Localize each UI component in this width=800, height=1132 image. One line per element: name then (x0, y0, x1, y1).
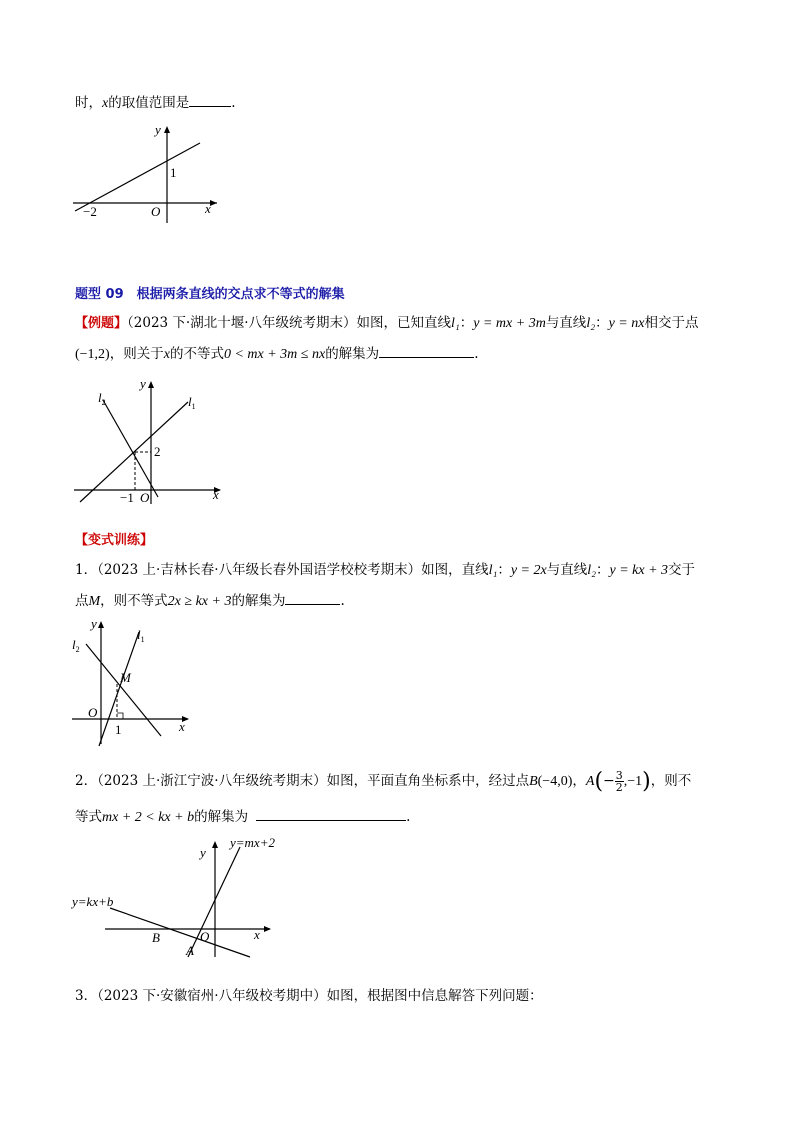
fig1-x-intercept-label: −2 (83, 204, 97, 219)
fig1-y-arrow (164, 126, 170, 133)
top-end: . (231, 95, 236, 111)
example-colon-1: ： (459, 315, 474, 331)
fig4-origin-label: O (200, 929, 210, 944)
example-colon-2: ： (595, 315, 609, 331)
q2-inequality: mx + 2 < kx + b (102, 810, 195, 825)
q1-eq-1: y = 2x (510, 563, 547, 578)
fig2-origin-label: O (140, 490, 150, 505)
q1-line-2 (75, 592, 345, 611)
answer-blank[interactable] (189, 94, 231, 107)
q2-number: 2． (75, 773, 98, 789)
variant-heading-line (75, 531, 153, 550)
q1-l1: l₁ (488, 563, 498, 578)
fig3-l2-label: $l_2$ (72, 637, 80, 654)
fig4-line-mx-plus-2 (188, 847, 240, 957)
fig2-l1-label: $l_1$ (188, 394, 196, 411)
q3-line (75, 987, 543, 1005)
q2-a-x-numerator: 3 (615, 769, 623, 782)
q1-source: （2023 上·吉林长春·八年级长春外国语学校校考期末）如图，直线 (97, 562, 489, 578)
fig1-y-intercept-label: 1 (170, 165, 177, 180)
q1-mid: 与直线 (546, 562, 588, 578)
fig3-y-arrow (98, 621, 104, 628)
example-line-2 (75, 345, 478, 364)
figure-1-graph (65, 118, 225, 228)
fig4-x-label: x (254, 927, 260, 942)
q1-end: . (340, 593, 345, 609)
q2-answer-blank[interactable] (256, 808, 406, 821)
q2-line-1: 2．（2023 上·浙江宁波·八年级统考期末）如图，平面直角坐标系中，经过点B(−4,0)，A(− $\frac{3}{2}$ ,−1)，则不 (75, 769, 692, 794)
fig2-mark-x: −1 (120, 490, 134, 505)
fig3-right-angle-mark (117, 713, 123, 719)
fig4-line-kx-plus-b (110, 908, 250, 957)
q2-a-rest: ,−1 (623, 774, 643, 789)
q1-colon-2: ： (595, 562, 610, 578)
fig3-one-label: 1 (115, 722, 122, 737)
fig3-origin-label: O (88, 705, 98, 720)
fig2-x-label: x (213, 487, 219, 502)
q1-end-1: 交于 (668, 562, 696, 578)
q3-text: （2023 下·安徽宿州·八年级校考期中）如图，根据图中信息解答下列问题： (97, 988, 543, 1004)
example-text-2: ，则关于 (109, 346, 164, 362)
q2-line2-a: 等式 (75, 809, 102, 825)
example-l2: l₂ (586, 316, 596, 331)
q1-line2-b: ，则不等式 (100, 593, 168, 609)
example-end: . (474, 346, 479, 362)
q1-answer-blank[interactable] (285, 592, 340, 605)
fig3-l1-label: $l_1$ (137, 627, 145, 644)
figure-3-graph (66, 614, 196, 749)
fig2-y-label: y (140, 376, 146, 391)
q1-number: 1． (75, 562, 98, 578)
q2-comma: ， (572, 773, 586, 789)
example-mid: 与直线 (545, 315, 587, 331)
q2-b-coord: (−4,0) (537, 774, 573, 789)
fig2-y-arrow (148, 381, 154, 388)
fig1-x-arrow (210, 200, 217, 206)
var-x: x (102, 96, 109, 111)
q1-point-m: M (88, 594, 101, 609)
fig2-l2-label: $l_2$ (98, 390, 106, 407)
variant-tag: 【变式训练】 (75, 533, 154, 548)
q3-number: 3． (75, 988, 98, 1004)
q2-line2-b: 的解集为 (194, 809, 249, 825)
fig3-m-label: M (120, 670, 131, 685)
example-inequality: 0 < mx + 3m ≤ nx (223, 347, 326, 362)
example-text-3: 的不等式 (169, 346, 224, 362)
top-question-line (75, 94, 236, 113)
figure-4-graph (70, 832, 300, 962)
fig4-line2-label: y=kx+b (72, 894, 114, 909)
q1-eq-2: y = kx + 3 (609, 563, 669, 578)
q2-line-2 (75, 808, 410, 827)
fig2-line-l1 (80, 402, 188, 502)
top-text-b: 的取值范围是 (108, 95, 190, 111)
example-tag: 【例题】 (75, 316, 128, 331)
q2-tail: ，则不 (650, 773, 692, 789)
example-answer-blank[interactable] (379, 345, 474, 358)
fig4-b-label: B (152, 930, 160, 945)
fig4-a-label: A (186, 943, 194, 958)
fig1-y-label: y (155, 122, 161, 137)
example-end-1: 相交于点 (644, 315, 699, 331)
example-source: （2023 下·湖北十堰·八年级统考期末）如图，已知直线 (127, 315, 451, 331)
fig4-x-arrow (264, 926, 271, 932)
example-point: (−1,2) (75, 347, 110, 362)
q2-point-b: B (529, 774, 538, 789)
fig3-x-label: x (179, 719, 185, 734)
q1-line2-c: 的解集为 (231, 593, 286, 609)
top-text-a: 时， (75, 95, 102, 111)
q2-end: . (406, 809, 411, 825)
fig4-y-arrow (212, 841, 218, 848)
q2-a-x-denominator: 2 (615, 781, 623, 794)
q1-colon-1: ： (497, 562, 511, 578)
example-line-1 (75, 314, 698, 333)
fig1-origin-label: O (151, 204, 161, 219)
example-eq-1: y = mx + 3m (473, 316, 546, 331)
q1-l2: l₂ (587, 563, 596, 578)
q2-source: （2023 上·浙江宁波·八年级统考期末）如图，平面直角坐标系中，经过点 (97, 773, 530, 789)
q1-line-1 (75, 561, 695, 580)
section-heading (75, 285, 345, 304)
example-var-x: x (163, 347, 170, 362)
figure-2-graph (68, 372, 228, 510)
example-eq-2: y = nx (608, 316, 645, 331)
fig4-y-label: y (200, 845, 206, 860)
fig2-mark-y: 2 (154, 444, 161, 459)
section-09-heading: 题型 09 根据两条直线的交点求不等式的解集 (75, 287, 345, 302)
example-l1: l₁ (451, 316, 460, 331)
example-text-4: 的解集为 (325, 346, 380, 362)
q1-line2-a: 点 (75, 593, 89, 609)
fig3-line-l2 (86, 644, 161, 736)
fig1-line (75, 143, 200, 211)
fig2-line-l2 (103, 400, 158, 497)
fig3-y-label: y (91, 616, 97, 631)
q2-point-a: A (585, 774, 595, 789)
q1-inequality: 2x ≥ kx + 3 (167, 594, 232, 609)
fig1-x-label: x (205, 201, 211, 216)
fig4-line1-label: y=mx+2 (230, 835, 275, 850)
